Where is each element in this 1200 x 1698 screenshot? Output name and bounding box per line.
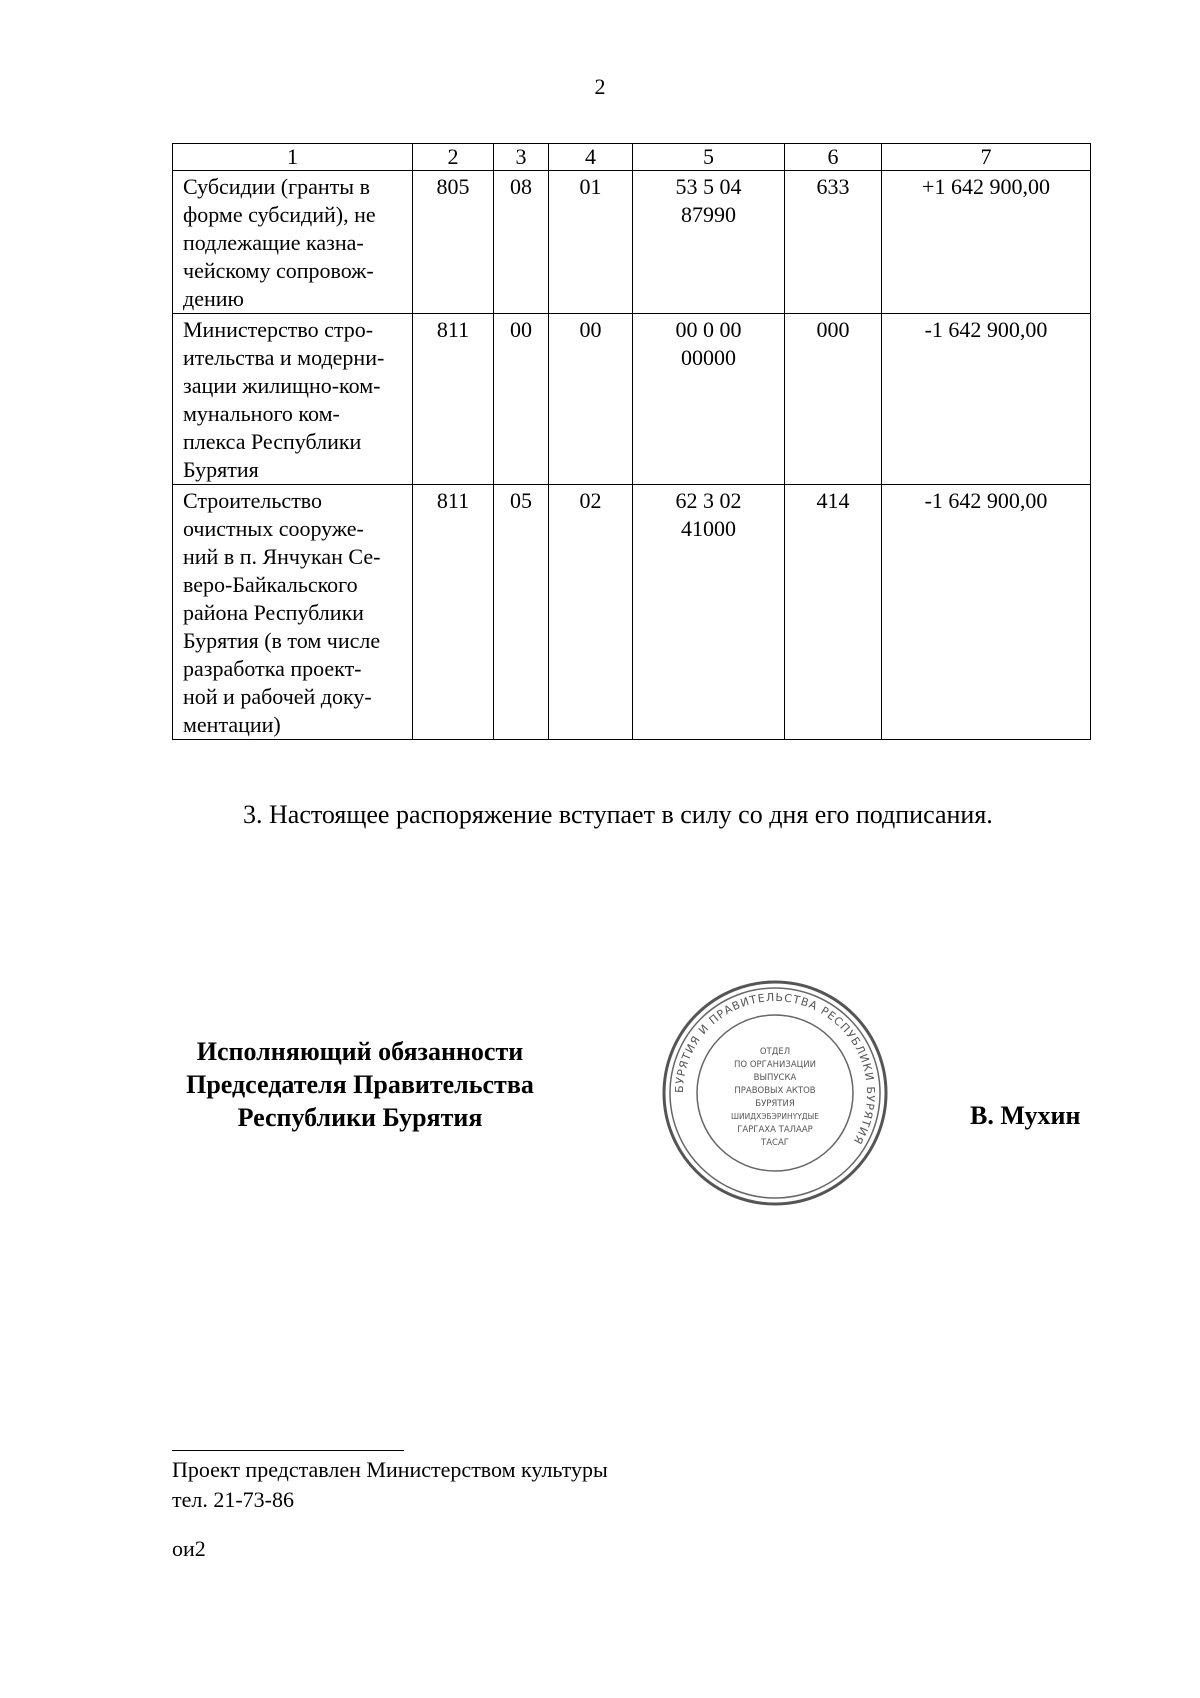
- page-number: 2: [594, 74, 606, 99]
- row-name-line: ний в п. Янчукан Се-: [183, 544, 381, 569]
- table-row: [173, 314, 1091, 485]
- expense-type-cell: 414: [785, 485, 882, 740]
- row-name-line: Бурятия: [183, 457, 259, 482]
- row-name-line: ительства и модерни-: [183, 345, 385, 370]
- seal-inner-line: ВЫПУСКА: [753, 1073, 797, 1083]
- expense-type-cell: 633: [785, 171, 882, 314]
- table-row: [173, 171, 1091, 314]
- target-article-line: 00000: [681, 345, 736, 370]
- seal-inner-line: ТАСАГ: [761, 1138, 789, 1148]
- target-article-cell: [633, 171, 785, 314]
- subsection-cell: 01: [549, 171, 633, 314]
- signer-name: В. Мухин: [970, 1101, 1081, 1130]
- row-name-line: Бурятия (в том числе: [183, 628, 381, 653]
- header-cell: 7: [882, 144, 1091, 171]
- seal-inner-line: ПРАВОВЫХ АКТОВ: [734, 1086, 816, 1096]
- row-name-line: плекса Республики: [183, 429, 362, 454]
- row-name-line: чейскому сопровож-: [183, 258, 374, 283]
- row-name-line: форме субсидий), не: [183, 202, 376, 227]
- target-article-line: 87990: [681, 202, 736, 227]
- subsection-cell: 02: [549, 485, 633, 740]
- section-cell: 08: [494, 171, 549, 314]
- seal-graphic: [660, 978, 890, 1208]
- table-header-row: [173, 144, 1091, 171]
- budget-table: [172, 143, 1091, 740]
- header-cell: 3: [494, 144, 549, 171]
- ministry-code-cell: 811: [413, 485, 494, 740]
- row-name-line: ментации): [183, 712, 281, 737]
- row-name-line: района Республики: [183, 600, 364, 625]
- seal-inner-line: ШИИДХЭБЭРИНҮҮДЫЕ: [730, 1112, 820, 1121]
- target-article-line: 41000: [681, 516, 736, 541]
- section-cell: 00: [494, 314, 549, 485]
- target-article-line: 00 0 00: [675, 317, 742, 342]
- ministry-code-cell: 805: [413, 171, 494, 314]
- row-name-line: мунального ком-: [183, 401, 340, 426]
- seal-inner-line: БУРЯТИЯ: [755, 1099, 795, 1109]
- header-cell: 6: [785, 144, 882, 171]
- header-cell: 1: [173, 144, 413, 171]
- effective-date-paragraph: 3. Настоящее распоряжение вступает в силу со дня его подписания.: [243, 800, 993, 829]
- row-name-line: Субсидии (гранты в: [183, 174, 370, 199]
- target-article-cell: [633, 485, 785, 740]
- seal-inner-line: ГАРГАХА ТАЛААР: [737, 1125, 813, 1135]
- header-cell: 5: [633, 144, 785, 171]
- header-cell: 2: [413, 144, 494, 171]
- amount-cell: +1 642 900,00: [882, 171, 1091, 314]
- row-name-cell: [173, 314, 413, 485]
- row-name-line: веро-Байкальского: [183, 572, 358, 597]
- document-code: ои2: [172, 1536, 206, 1561]
- position-line: Республики Бурятия: [237, 1103, 483, 1132]
- footnote-divider: [172, 1450, 404, 1451]
- position-line: Председателя Правительства: [186, 1070, 534, 1099]
- footnote: [172, 1455, 608, 1515]
- target-article-cell: [633, 314, 785, 485]
- footnote-line: тел. 21-73-86: [172, 1487, 295, 1512]
- row-name-cell: [173, 485, 413, 740]
- footnote-line: Проект представлен Министерством культуры: [172, 1457, 608, 1482]
- row-name-line: Министерство стро-: [183, 317, 374, 342]
- seal-outer-text-path: БУРЯТИЯ И ПРАВИТЕЛЬСТВА РЕСПУБЛИКИ БУРЯТИЯ: [672, 990, 878, 1147]
- seal-inner-line: ОТДЕЛ: [759, 1047, 791, 1057]
- table-row: [173, 485, 1091, 740]
- row-name-line: очистных сооруже-: [183, 516, 364, 541]
- seal-inner-line: ПО ОРГАНИЗАЦИИ: [734, 1060, 816, 1070]
- section-cell: 05: [494, 485, 549, 740]
- row-name-cell: [173, 171, 413, 314]
- official-seal: [660, 978, 890, 1208]
- amount-cell: -1 642 900,00: [882, 485, 1091, 740]
- signatory-position: [160, 1035, 560, 1134]
- row-name-line: Строительство: [183, 488, 323, 513]
- row-name-line: дению: [183, 286, 244, 311]
- target-article-line: 53 5 04: [675, 174, 742, 199]
- position-line: Исполняющий обязанности: [196, 1037, 524, 1066]
- target-article-line: 62 3 02: [675, 488, 742, 513]
- amount-cell: -1 642 900,00: [882, 314, 1091, 485]
- row-name-line: зации жилищно-ком-: [183, 373, 381, 398]
- row-name-line: подлежащие казна-: [183, 230, 364, 255]
- subsection-cell: 00: [549, 314, 633, 485]
- row-name-line: разработка проект-: [183, 656, 362, 681]
- header-cell: 4: [549, 144, 633, 171]
- row-name-line: ной и рабочей доку-: [183, 684, 372, 709]
- ministry-code-cell: 811: [413, 314, 494, 485]
- expense-type-cell: 000: [785, 314, 882, 485]
